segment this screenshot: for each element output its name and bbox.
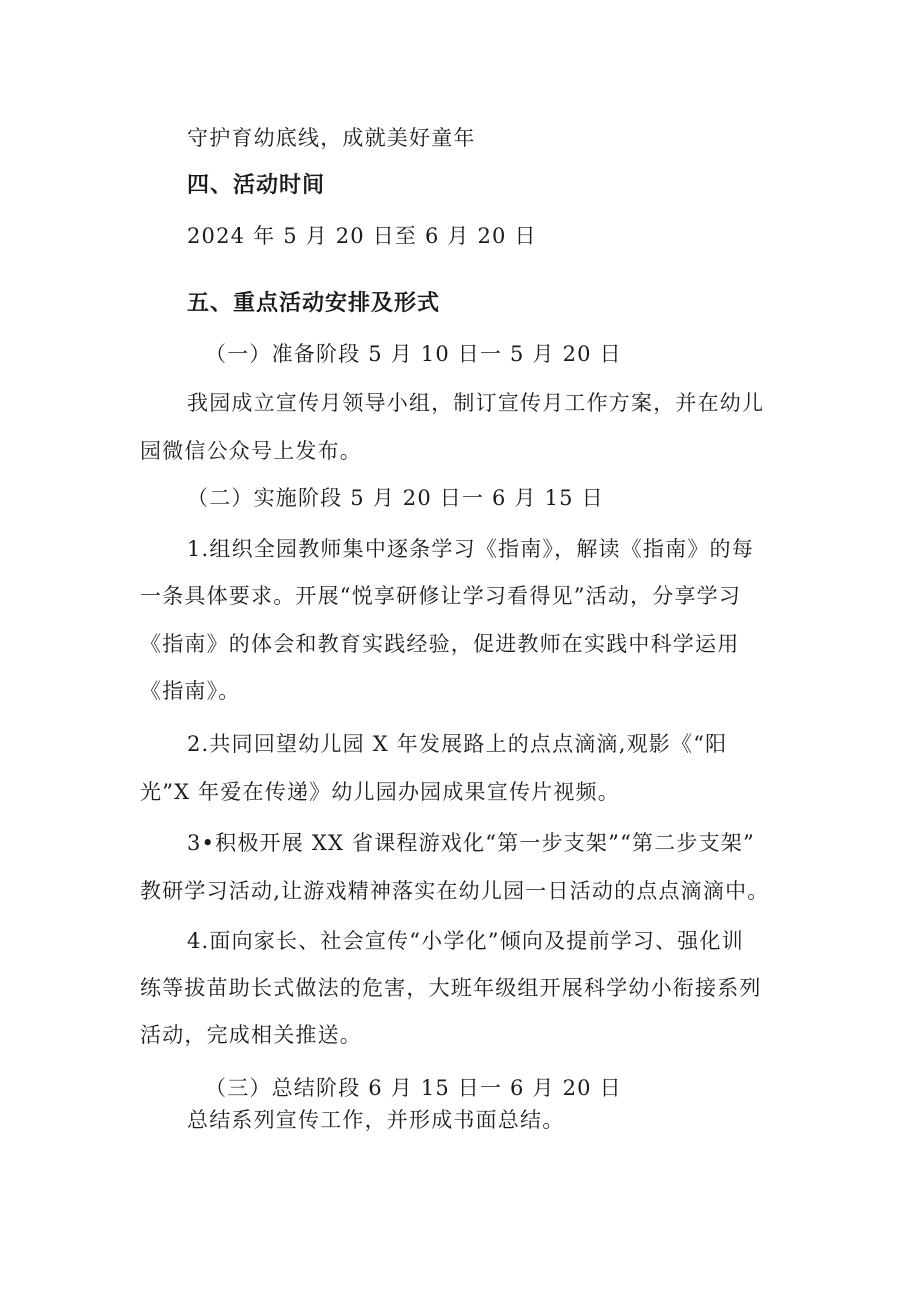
- stage-2-item-4-line: 4.面向家长、社会宣传“小学化”倾向及提前学习、强化训: [187, 929, 744, 953]
- stage-2-item-1-line: 《指南》。: [140, 679, 241, 703]
- stage-2-item-1-line: 一条具体要求。开展“悦享研修让学习看得见”活动，分享学习: [140, 584, 742, 608]
- stage-2-item-3-line: 3•积极开展 XX 省课程游戏化“第一步支架”“第二步支架”: [187, 831, 755, 855]
- stage-2-item-2-line: 光”X 年爱在传递》幼儿园办园成果宣传片视频。: [140, 780, 620, 804]
- section-5-heading: 五、重点活动安排及形式: [187, 291, 441, 316]
- activity-time: 2024 年 5 月 20 日至 6 月 20 日: [187, 224, 537, 248]
- stage-1-title: （一）准备阶段 5 月 10 日一 5 月 20 日: [205, 342, 622, 366]
- stage-1-para-line: 园微信公众号上发布。: [140, 439, 362, 463]
- theme-line: 守护育幼底线，成就美好童年: [187, 126, 476, 150]
- stage-2-item-4-line: 练等拔苗助长式做法的危害，大班年级组开展科学幼小衔接系列: [140, 976, 762, 1000]
- section-4-heading: 四、活动时间: [187, 173, 326, 198]
- stage-1-para-line: 我园成立宣传月领导小组，制订宣传月工作方案，并在幼儿: [187, 391, 765, 415]
- stage-3-para: 总结系列宣传工作，并形成书面总结。: [187, 1108, 565, 1132]
- stage-2-item-3-line: 教研学习活动,让游戏精神落实在幼儿园一日活动的点点滴滴中。: [140, 879, 770, 903]
- stage-2-item-2-line: 2.共同回望幼儿园 X 年发展路上的点点滴滴,观影《“阳: [187, 732, 728, 756]
- stage-2-item-4-line: 活动，完成相关推送。: [140, 1023, 362, 1047]
- stage-2-title: （二）实施阶段 5 月 20 日一 6 月 15 日: [187, 486, 604, 510]
- stage-2-item-1-line: 1.组织全园教师集中逐条学习《指南》，解读《指南》的每: [187, 537, 754, 561]
- stage-2-item-1-line: 《指南》的体会和教育实践经验，促进教师在实践中科学运用: [140, 632, 740, 656]
- stage-3-title: （三）总结阶段 6 月 15 日一 6 月 20 日: [205, 1076, 622, 1100]
